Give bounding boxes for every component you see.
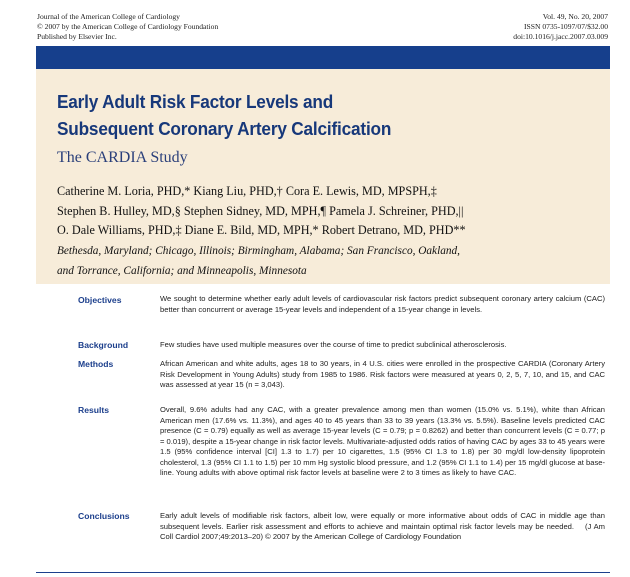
affiliation-line: Bethesda, Maryland; Chicago, Illinois; Birmingham, Alabama; San Francisco, Oakland,	[57, 245, 460, 257]
section-text: African American and white adults, ages 18 to 30 years, in 4 U.S. cities were enrolled in the prospective CARDIA (Coronary Artery Risk Development in Young Adults) study from 1985 to 1986. Risk factors were measured at years 0, 2, 5, 7, 10, and 15, and CAC was assessed at year 15 (n = 3,043).	[160, 359, 605, 389]
article-subtitle: The CARDIA Study	[57, 149, 188, 166]
journal-info	[37, 12, 218, 43]
copyright-line: © 2007 by the American College of Cardiology Foundation	[37, 22, 219, 32]
affiliation-line: and Torrance, California; and Minneapolis, Minnesota	[57, 264, 307, 277]
article-title-line: Subsequent Coronary Artery Calcification	[57, 118, 392, 139]
author-list	[57, 182, 602, 241]
author-line: Catherine M. Loria, PHD,* Kiang Liu, PHD,† Cora E. Lewis, MD, MPSPH,‡	[57, 184, 437, 198]
section-label: Background	[78, 340, 129, 350]
section-label: Conclusions	[78, 511, 130, 521]
journal-header	[0, 0, 630, 44]
volume-line: Vol. 49, No. 20, 2007	[542, 12, 608, 21]
section-text: Early adult levels of modifiable risk factors, albeit low, were equally or more informative about odds of CAC in middle age than subsequent levels. Earlier risk assessment and efforts to achieve and maintain optimal risk factor levels may be needed. (J Am Coll Cardiol 2007;49:2013–20) © 2007 by the American College of Cardiology Foundation	[160, 511, 608, 541]
section-label: Objectives	[78, 295, 122, 305]
title-block	[36, 69, 610, 284]
section-text: Overall, 9.6% adults had any CAC, with a greater prevalence among men than women (15.0% vs. 5.1%), white than African American men (17.6% vs. 11.3%), and ages 40 to 45 years than 33 to 39 years (13.3% vs. 5.5%). Baseline levels predicted CAC presence (C = 0.79) equally as well as average 15-year levels (C = 0.79; p = 0.8262) and better than concurrent levels (C = 0.77; p = 0.019), despite a 15-year change in risk factor levels. Multivariate-adjusted odds ratios of having CAC by ages 33 to 45 years were 1.5 (95% confidence interval [CI] 1.3 to 1.7) per 10 cigarettes, 1.5 (95% CI 1.3 to 1.8) per 30 mg/dl low-density lipoprotein cholesterol, 1.3 (95% CI 1.1 to 1.5) per 10 mm Hg systolic blood pressure, and 1.2 (95% CI 1.1 to 1.4) per 15 mg/dl glucose at base-line. Young adults with above optimal risk factor levels at baseline were 2 to 3 times as likely to have CAC.	[160, 405, 605, 477]
author-line: Stephen B. Hulley, MD,§ Stephen Sidney, MD, MPH,¶ Pamela J. Schreiner, PHD,||	[57, 203, 464, 218]
article-title-line: Early Adult Risk Factor Levels and	[57, 91, 334, 112]
section-text: Few studies have used multiple measures over the course of time to predict subclinical atherosclerosis.	[160, 340, 507, 349]
publisher-line: Published by Elsevier Inc.	[37, 32, 117, 42]
bottom-divider	[36, 572, 610, 573]
author-line: O. Dale Williams, PHD,‡ Diane E. Bild, MD, MPH,* Robert Detrano, MD, PHD**	[57, 223, 466, 237]
section-label: Results	[78, 405, 110, 415]
article-title	[57, 88, 541, 142]
section-label: Methods	[78, 359, 114, 369]
issue-info	[513, 12, 608, 43]
affiliations	[57, 242, 602, 281]
doi-link[interactable]: doi:10.1016/j.jacc.2007.03.009	[513, 32, 608, 42]
section-text: We sought to determine whether early adult levels of cardiovascular risk factors predict subsequent coronary artery calcium (CAC) better than concurrent or average 15-year levels and independent of a 15-year change in levels.	[160, 294, 605, 314]
issn-line: ISSN 0735-1097/07/$32.00	[524, 22, 608, 32]
header-banner	[36, 46, 610, 69]
journal-name: Journal of the American College of Cardiology	[37, 12, 180, 21]
